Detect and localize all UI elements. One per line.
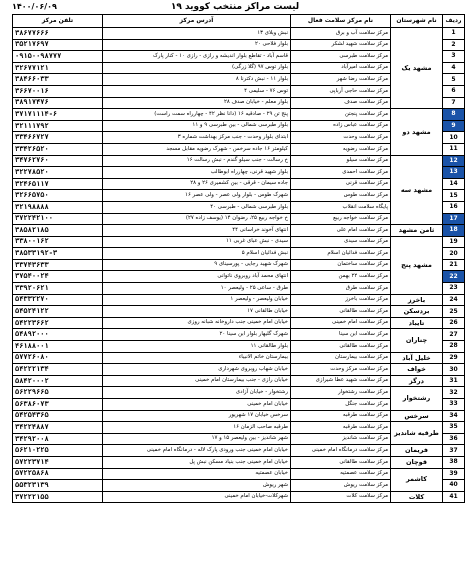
address-cell: سرخس خیابان ۱۷ شهریور	[103, 410, 291, 422]
phone-cell: ۳۷۱۷۱۱۱۴-۶	[13, 109, 103, 121]
address-cell: بلوار شهید قرنی، چهارراه ابوطالب	[103, 167, 291, 179]
table-row	[13, 352, 465, 364]
table-row	[13, 236, 465, 248]
center-name-cell: مرکز سلامت شاندیز	[291, 433, 391, 445]
city-cell: مشهد سه	[391, 155, 443, 225]
phone-cell: ۳۳۴۶۶۷۲۷	[13, 132, 103, 144]
center-name-cell: مرکز سلامت طرق	[291, 283, 391, 295]
phone-cell: ۳۲۶۷۷۱۲۱	[13, 62, 103, 74]
center-name-cell: مرکز سلامت مرکز وحدت	[291, 364, 391, 376]
phone-cell: ۵۷۷۲۶۰۸۰	[13, 352, 103, 364]
center-name-cell: مرکز سلامت احمدی	[291, 167, 391, 179]
center-name-cell: مرکز سلامت طبرسی	[291, 51, 391, 63]
row-number: 35	[443, 422, 465, 434]
row-number: 25	[443, 306, 465, 318]
table-body	[13, 28, 465, 503]
center-name-cell: مرکز سلامت رضا شهر	[291, 74, 391, 86]
address-cell: طرقبه صاحب الزمان ۱۶	[103, 422, 291, 434]
row-number: 14	[443, 178, 465, 190]
center-name-cell: مرکز سلامت طرقبه	[291, 422, 391, 434]
address-cell: خیابان رازی - جنب بیمارستان امام خمینی	[103, 375, 291, 387]
center-name-cell: مرکز سلامت ابن سینا	[291, 329, 391, 341]
center-name-cell: مرکز سلامت امام خمینی	[291, 317, 391, 329]
address-cell: بلوار ۱۱ - نبش دکترنا ۸	[103, 74, 291, 86]
phone-cell: ۵۸۴۲۰۰۰۲	[13, 375, 103, 387]
center-name-cell: مرکز سلامت حاجی آرباپی	[291, 85, 391, 97]
phone-cell: ۳۲۴۶۵۱۱۷	[13, 178, 103, 190]
row-number: 6	[443, 85, 465, 97]
address-cell: بیمارستان خاتم الانبیاء	[103, 352, 291, 364]
row-number: 41	[443, 491, 465, 503]
phone-cell: ۰۹۱۵۰۰۹۸۷۷۷	[13, 51, 103, 63]
phone-cell: ۳۷۲۲۴۲۱۰۰	[13, 213, 103, 225]
phone-cell: ۳۶۶۷۰۰۱۶	[13, 85, 103, 97]
center-name-cell: مرکز سلامت بیمارستان	[291, 352, 391, 364]
table-row	[13, 329, 465, 341]
table-row	[13, 445, 465, 457]
address-cell: خیابان امام خمینی جنب بنیاد مسکن نبش پل	[103, 456, 291, 468]
row-number: 15	[443, 190, 465, 202]
center-name-cell: مرکز سلامت امیرآباد	[291, 62, 391, 74]
phone-cell: ۳۸۵۸۲۱۸۵	[13, 225, 103, 237]
document-date: ۱۴۰۰/۰۶/۰۹	[12, 2, 57, 11]
city-cell: خواف	[391, 364, 443, 376]
row-number: 12	[443, 155, 465, 167]
phone-cell: ۳۲۲۷۸۵۲۰	[13, 167, 103, 179]
city-cell: باخرز	[391, 294, 443, 306]
table-row	[13, 387, 465, 399]
centers-table	[12, 14, 465, 503]
phone-cell: ۵۴۲۲۲۱۳۴	[13, 364, 103, 376]
address-cell: خیابان عصمتیه	[103, 468, 291, 480]
row-number: 2	[443, 39, 465, 51]
address-cell: شهرک گلیهار بلوار ابن سینا ۲۰	[103, 329, 291, 341]
row-number: 23	[443, 283, 465, 295]
table-header-row	[13, 15, 465, 28]
phone-cell: ۳۲۱۹۸۸۸۸	[13, 201, 103, 213]
city-cell: مشهد یک	[391, 28, 443, 109]
address-cell: خیابان طالقانی ۱۷	[103, 306, 291, 318]
address-cell: شهر شاندیز - بین ولیعصر ۱۵ و ۱۷	[103, 433, 291, 445]
table-row	[13, 422, 465, 434]
address-cell: خیابان امام خمینی جنب ورودی پارک لاله - درمانگاه امام خمینی	[103, 445, 291, 457]
address-cell: ابتدای بلوار وحدت - جنب مرکز بهداشت شماره ۳	[103, 132, 291, 144]
city-cell: کلات	[391, 491, 443, 503]
row-number: 37	[443, 445, 465, 457]
center-name-cell: مرکز سلامت درمانگاه امام خمینی	[291, 445, 391, 457]
row-number: 33	[443, 399, 465, 411]
header-phone: تلفن مرکز	[13, 15, 103, 28]
phone-cell: ۳۴۲۹۲۰۰۸	[13, 433, 103, 445]
phone-cell: ۵۴۵۲۴۱۲۲	[13, 306, 103, 318]
center-name-cell: مرکز سلامت رشتخوار	[291, 387, 391, 399]
center-name-cell: مرکز سلامت شهید لشکر	[291, 39, 391, 51]
document-title: لیست مراکز منتخب کووید ۱۹	[170, 2, 300, 12]
center-name-cell: مرکز سلامت عصمتیه	[291, 468, 391, 480]
row-number: 5	[443, 74, 465, 86]
table-row	[13, 28, 465, 40]
phone-cell: ۳۸۹۱۷۴۷۶	[13, 97, 103, 109]
phone-cell: ۳۸۵۳۳۱۹۲-۳	[13, 248, 103, 260]
row-number: 3	[443, 51, 465, 63]
address-cell: خیابان امام خمینی جنب داروخانه شبانه روزی	[103, 317, 291, 329]
address-cell: کیلومتر ۱۶ جاده سرخس - شهرک رضویه مقابل مسجد	[103, 143, 291, 155]
city-cell: کاشمر	[391, 468, 443, 491]
row-number: 9	[443, 120, 465, 132]
row-number: 31	[443, 375, 465, 387]
phone-cell: ۳۴۷۶۲۷۶۰	[13, 155, 103, 167]
center-name-cell: مرکز سلامت خواجه ربیع	[291, 213, 391, 225]
address-cell: انتهای محمد آباد روبروی ناتوانی	[103, 271, 291, 283]
address-cell: قاسم آباد - تقاطع بلوار اندیشه و رازی - رازی ۱۰ - کنار پارک	[103, 51, 291, 63]
row-number: 19	[443, 236, 465, 248]
phone-cell: ۵۶۲۲۹۶۶۵	[13, 387, 103, 399]
address-cell: بلوار طالقانی ۱۱	[103, 341, 291, 353]
city-cell: مشهد دو	[391, 109, 443, 155]
center-name-cell: مرکز سلامت آب و برق	[291, 28, 391, 40]
center-name-cell: مرکز سلامت صدف	[291, 97, 391, 109]
table-row	[13, 410, 465, 422]
center-name-cell: مرکز سلامت شهید عطا شیرازی	[291, 375, 391, 387]
city-cell: فریمان	[391, 445, 443, 457]
row-number: 24	[443, 294, 465, 306]
center-name-cell: مرکز سلامت کلات	[291, 491, 391, 503]
center-name-cell: مرکز سلامت فدائیان اسلام	[291, 248, 391, 260]
address-cell: بلوار طبرسی شمالی - بین طبرسی ۹ و ۱۱	[103, 120, 291, 132]
phone-cell: ۵۶۳۸۶۰۷۳	[13, 399, 103, 411]
row-number: 16	[443, 201, 465, 213]
table-row	[13, 294, 465, 306]
row-number: 34	[443, 410, 465, 422]
row-number: 36	[443, 433, 465, 445]
city-cell: قوچان	[391, 456, 443, 468]
address-cell: بلوار معلم - خیابان صدف ۲۸	[103, 97, 291, 109]
phone-cell: ۳۴۲۲۴۸۸۷	[13, 422, 103, 434]
phone-cell: ۳۸۴۶۶۰۳۳	[13, 74, 103, 86]
row-number: 17	[443, 213, 465, 225]
table-row	[13, 364, 465, 376]
address-cell: انتهای آخوند خراسانی ۴۴	[103, 225, 291, 237]
city-cell: چناران	[391, 329, 443, 352]
table-row	[13, 456, 465, 468]
row-number: 28	[443, 341, 465, 353]
address-cell: بلوار فلاحی ۲۰	[103, 39, 291, 51]
row-number: 22	[443, 271, 465, 283]
address-cell: خ رسالت - جنب سیلو گندم - نبش رسالت ۱۶	[103, 155, 291, 167]
phone-cell: ۳۲۶۶۵۷۵۰	[13, 190, 103, 202]
address-cell: جاده سیمان - قرقی - بین کشمیری ۲۶ و ۲۸	[103, 178, 291, 190]
center-name-cell: پایگاه سلامت انقلاب	[291, 201, 391, 213]
phone-cell: ۳۲۱۱۱۷۹۲	[13, 120, 103, 132]
center-name-cell: مرکز سلامت طالقانی	[291, 306, 391, 318]
center-name-cell: مرکز سلامت عباس زاده	[291, 120, 391, 132]
city-cell: ثامن مشهد	[391, 225, 443, 237]
phone-cell: ۵۷۲۲۳۷۱۴	[13, 456, 103, 468]
phone-cell: ۵۴۲۲۳۶۶۲	[13, 317, 103, 329]
phone-cell: ۵۴۳۳۲۲۷۰	[13, 294, 103, 306]
address-cell: نبش وبلای ۱۳	[103, 28, 291, 40]
row-number: 18	[443, 225, 465, 237]
row-number: 1	[443, 28, 465, 40]
table-row	[13, 317, 465, 329]
row-number: 26	[443, 317, 465, 329]
center-name-cell: مرکز سلامت طرقبه	[291, 410, 391, 422]
header-city: نام شهرستان	[391, 15, 443, 28]
center-name-cell: مرکز سلامت طوس	[291, 190, 391, 202]
city-cell: رشتخوار	[391, 387, 443, 410]
row-number: 38	[443, 456, 465, 468]
header-center: نام مرکز سلامت فعال	[291, 15, 391, 28]
address-cell: توس ۷۶ - سلیمی ۴	[103, 85, 291, 97]
city-cell: تایباد	[391, 317, 443, 329]
phone-cell: ۵۵۳۲۳۱۳۹	[13, 480, 103, 492]
address-cell: شهر ریوش	[103, 480, 291, 492]
table-row	[13, 109, 465, 121]
table-row	[13, 225, 465, 237]
address-cell: بلوار طبرسی شمالی - طبرسی ۴۰	[103, 201, 291, 213]
phone-cell: ۳۳۹۲۰۶۲۱	[13, 283, 103, 295]
address-cell: خیابان امام خمینی	[103, 399, 291, 411]
center-name-cell: مرکز سلامت باخرز	[291, 294, 391, 306]
address-cell: خیابان شهاب روبروی شهرداری	[103, 364, 291, 376]
center-name-cell: مرکز سلامت رضویه	[291, 143, 391, 155]
header-address: آدرس مرکز	[103, 15, 291, 28]
address-cell: شهرکلات-خیابان امام خمینی	[103, 491, 291, 503]
row-number: 40	[443, 480, 465, 492]
address-cell: نبش فدائیان اسلام ۵	[103, 248, 291, 260]
address-cell: خیابان ولیعصر - ولیعصر ۱	[103, 294, 291, 306]
center-name-cell: مرکز سلامت قرنی	[291, 178, 391, 190]
center-name-cell: مرکز سلامت طالقانی	[291, 456, 391, 468]
row-number: 39	[443, 468, 465, 480]
address-cell: بلوار توس ۹۷ (گلا زرگی)	[103, 62, 291, 74]
row-number: 32	[443, 387, 465, 399]
row-number: 7	[443, 97, 465, 109]
center-name-cell: مرکز سلامت ریوش	[291, 480, 391, 492]
table-row	[13, 375, 465, 387]
row-number: 27	[443, 329, 465, 341]
center-name-cell: مرکز سلامت ۲۲ بهمن	[291, 271, 391, 283]
phone-cell: ۳۳۴۲۶۵۲۰	[13, 143, 103, 155]
row-number: 13	[443, 167, 465, 179]
center-name-cell: مرکز سلامت سیلو	[291, 155, 391, 167]
center-name-cell: مرکز سلامت ساختمان	[291, 259, 391, 271]
phone-cell: ۳۷۲۲۲۱۵۵	[13, 491, 103, 503]
row-number: 29	[443, 352, 465, 364]
address-cell: طرق - ساعی ۲۵ - ولیعصر ۱۰	[103, 283, 291, 295]
center-name-cell: مرکز سلامت پنجتن	[291, 109, 391, 121]
row-number: 20	[443, 248, 465, 260]
row-number: 8	[443, 109, 465, 121]
city-cell: مشهد پنج	[391, 236, 443, 294]
row-number: 21	[443, 259, 465, 271]
phone-cell: ۳۳۷۴۳۶۳۳	[13, 259, 103, 271]
center-name-cell: مرکز سلامت وحدت	[291, 132, 391, 144]
table-row	[13, 468, 465, 480]
phone-cell: ۵۴۲۵۴۳۶۵	[13, 410, 103, 422]
phone-cell: ۳۸۶۷۷۶۶۶	[13, 28, 103, 40]
phone-cell: ۳۷۵۴۰۰۲۴	[13, 271, 103, 283]
city-cell: خلیل آباد	[391, 352, 443, 364]
address-cell: سیدی - نبش عبای غربی ۱۱	[103, 236, 291, 248]
address-cell: خ خواجه ربیع ۲۵، رضوان ۱۴ (یوسف زاده ۲۷)	[103, 213, 291, 225]
row-number: 30	[443, 364, 465, 376]
phone-cell: ۵۷۲۲۵۸۶۸	[13, 468, 103, 480]
city-cell: سرخس	[391, 410, 443, 422]
address-cell: پنج تن ۲۹ - صادقیه ۱۶ (دانا نظر ۴۲ - چهارراه سمت راست)	[103, 109, 291, 121]
address-cell: رشتخوار - خیابان آزادی	[103, 387, 291, 399]
table-row	[13, 155, 465, 167]
address-cell: شهرک طوس - بلوار ولی عصر - ولی عصر ۱۶	[103, 190, 291, 202]
row-number: 10	[443, 132, 465, 144]
table-row	[13, 306, 465, 318]
city-cell: طرقبه شاندیز	[391, 422, 443, 445]
address-cell: شهرک شهید رجایی - پورسینای ۹	[103, 259, 291, 271]
phone-cell: ۳۵۲۱۷۶۹۷	[13, 39, 103, 51]
city-cell: بردسکن	[391, 306, 443, 318]
center-name-cell: مرکز سلامت سیدی	[291, 236, 391, 248]
phone-cell: ۵۶۲۱۰۲۲۵	[13, 445, 103, 457]
header-row-number: ردیف	[443, 15, 465, 28]
center-name-cell: مرکز سلامت امام علی	[291, 225, 391, 237]
row-number: 4	[443, 62, 465, 74]
row-number: 11	[443, 143, 465, 155]
table-row	[13, 491, 465, 503]
city-cell: درگز	[391, 375, 443, 387]
center-name-cell: مرکز سلامت جنگل	[291, 399, 391, 411]
phone-cell: ۴۶۱۸۸۰۰۱	[13, 341, 103, 353]
center-name-cell: مرکز سلامت طالقانی	[291, 341, 391, 353]
phone-cell: ۵۴۸۹۲۰۰۰	[13, 329, 103, 341]
phone-cell: ۳۳۸۰۰۱۶۲	[13, 236, 103, 248]
